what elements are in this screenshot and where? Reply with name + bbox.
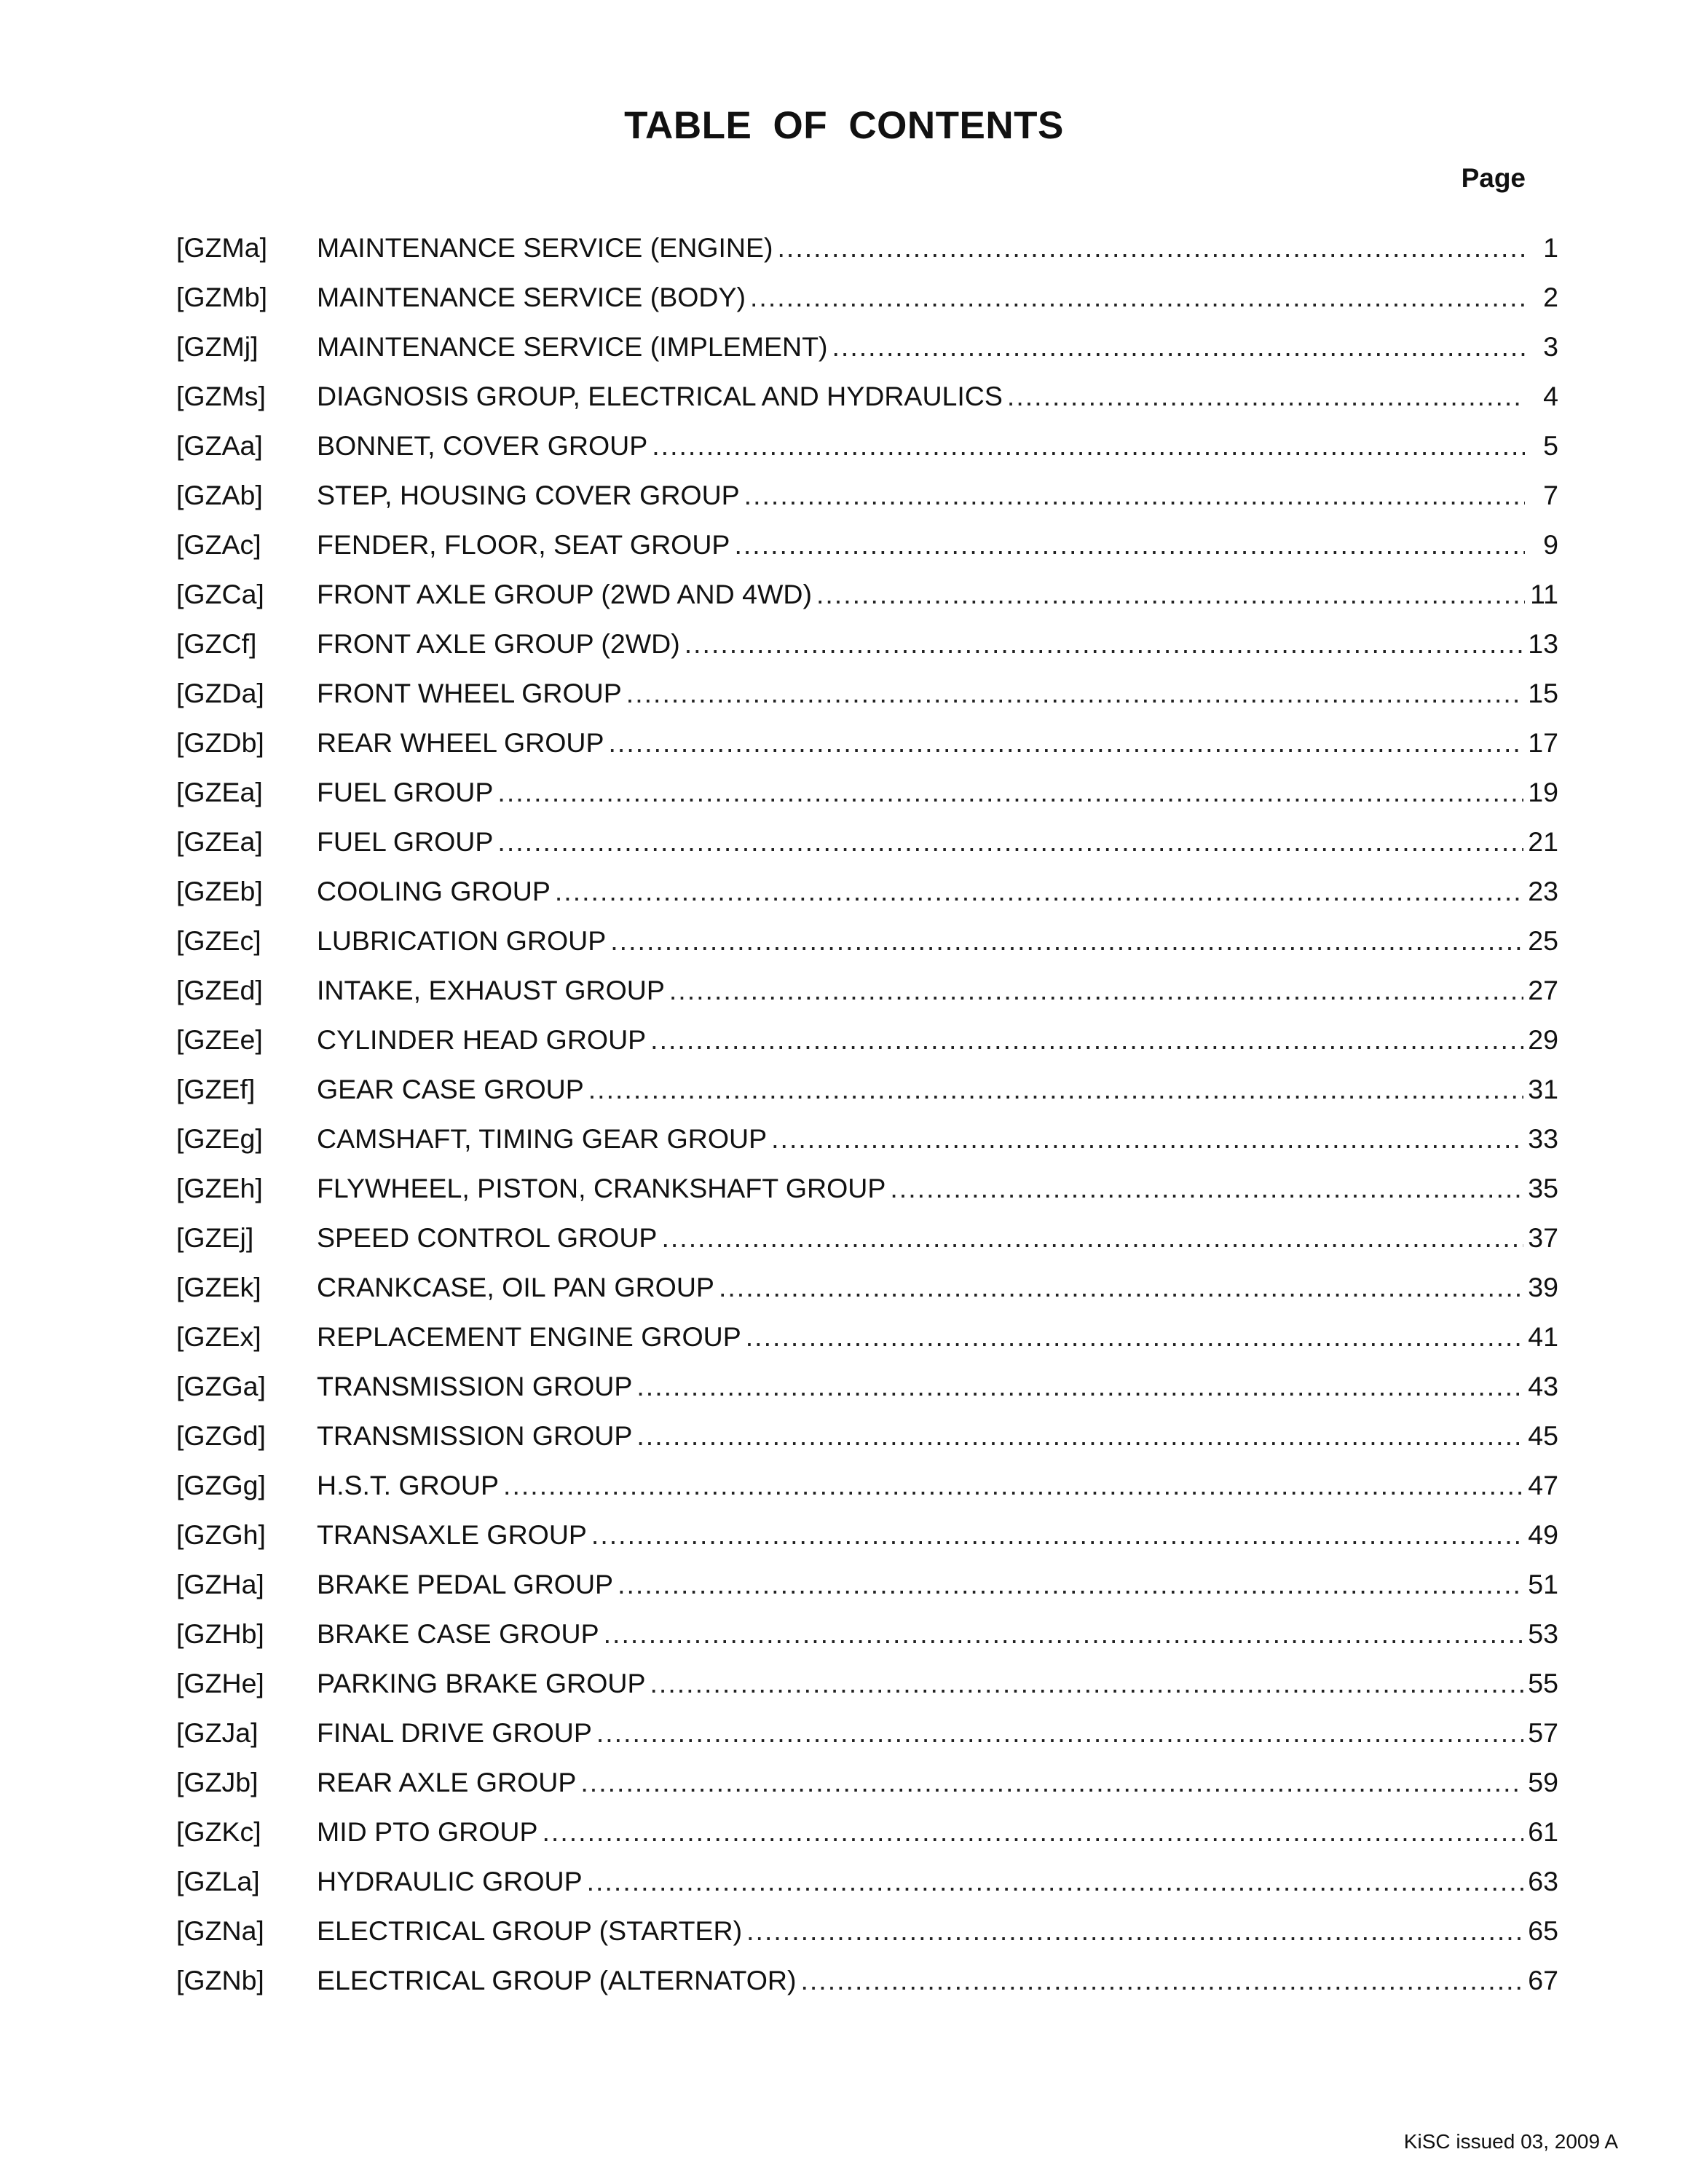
toc-entry-code: [GZGg] xyxy=(176,1469,266,1500)
toc-dot-leader xyxy=(669,975,1523,1006)
toc-dot-leader xyxy=(771,1123,1523,1155)
toc-entry[interactable] xyxy=(176,1609,1558,1658)
toc-entry-title: CRANKCASE, OIL PAN GROUP xyxy=(317,1271,714,1302)
toc-entry-title: FLYWHEEL, PISTON, CRANKSHAFT GROUP xyxy=(317,1172,886,1203)
toc-entry-page-number: 51 xyxy=(1528,1568,1558,1599)
toc-entry-code: [GZEj] xyxy=(176,1222,254,1253)
toc-entry-page-number: 1 xyxy=(1543,232,1558,263)
toc-entry-title: GEAR CASE GROUP xyxy=(317,1073,584,1104)
toc-entry-title: FUEL GROUP xyxy=(317,776,494,807)
toc-entry-page-number: 41 xyxy=(1528,1321,1558,1352)
toc-entry[interactable] xyxy=(176,1807,1558,1856)
toc-entry[interactable] xyxy=(176,1361,1558,1411)
toc-dot-leader xyxy=(503,1470,1523,1501)
toc-entry-title: REPLACEMENT ENGINE GROUP xyxy=(317,1321,741,1352)
toc-entry-page-number: 45 xyxy=(1528,1420,1558,1451)
toc-list xyxy=(176,223,1558,2005)
toc-dot-leader xyxy=(555,876,1523,907)
toc-entry-page-number: 37 xyxy=(1528,1222,1558,1253)
toc-entry-page-number: 43 xyxy=(1528,1370,1558,1401)
toc-entry-code: [GZEx] xyxy=(176,1321,261,1352)
toc-entry[interactable] xyxy=(176,1460,1558,1510)
toc-entry[interactable] xyxy=(176,1955,1558,2005)
toc-dot-leader xyxy=(618,1569,1523,1600)
toc-dot-leader xyxy=(587,1866,1524,1897)
toc-dot-leader xyxy=(750,282,1525,313)
toc-entry[interactable] xyxy=(176,1114,1558,1163)
toc-dot-leader xyxy=(1007,381,1525,412)
toc-dot-leader xyxy=(744,480,1525,511)
toc-dot-leader xyxy=(746,1915,1523,1947)
toc-entry[interactable] xyxy=(176,223,1558,272)
toc-entry-title: TRANSMISSION GROUP xyxy=(317,1420,633,1451)
toc-entry[interactable] xyxy=(176,718,1558,767)
toc-dot-leader xyxy=(610,925,1523,957)
toc-entry-code: [GZLa] xyxy=(176,1865,260,1896)
toc-entry-title: FRONT AXLE GROUP (2WD AND 4WD) xyxy=(317,578,812,609)
toc-entry-code: [GZAa] xyxy=(176,430,263,461)
toc-entry-title: MID PTO GROUP xyxy=(317,1816,538,1847)
toc-entry-page-number: 29 xyxy=(1528,1024,1558,1055)
toc-dot-leader xyxy=(719,1272,1523,1303)
toc-entry-code: [GZGd] xyxy=(176,1420,266,1451)
toc-dot-leader xyxy=(650,1024,1523,1056)
toc-entry-page-number: 17 xyxy=(1528,727,1558,758)
toc-entry-page-number: 57 xyxy=(1528,1717,1558,1748)
toc-dot-leader xyxy=(816,579,1525,610)
toc-entry-page-number: 11 xyxy=(1530,578,1558,609)
toc-entry-page-number: 59 xyxy=(1528,1766,1558,1797)
toc-entry-title: FRONT AXLE GROUP (2WD) xyxy=(317,628,680,659)
toc-dot-leader xyxy=(636,1420,1523,1452)
toc-entry[interactable] xyxy=(176,470,1558,520)
toc-entry-title: INTAKE, EXHAUST GROUP xyxy=(317,974,665,1005)
toc-entry-title: COOLING GROUP xyxy=(317,875,551,906)
toc-entry-title: MAINTENANCE SERVICE (ENGINE) xyxy=(317,232,773,263)
toc-entry-code: [GZEb] xyxy=(176,875,263,906)
toc-dot-leader xyxy=(604,1618,1524,1650)
toc-entry-page-number: 33 xyxy=(1528,1123,1558,1154)
toc-entry[interactable] xyxy=(176,421,1558,470)
footer-issue-note: KiSC issued 03, 2009 A xyxy=(1403,2130,1618,2153)
toc-entry-title: TRANSMISSION GROUP xyxy=(317,1370,633,1401)
toc-entry[interactable] xyxy=(176,1658,1558,1708)
toc-entry-page-number: 3 xyxy=(1543,331,1558,362)
toc-dot-leader xyxy=(609,727,1524,759)
toc-entry[interactable] xyxy=(176,1411,1558,1460)
toc-entry[interactable] xyxy=(176,1163,1558,1213)
toc-dot-leader xyxy=(661,1222,1523,1254)
toc-dot-leader xyxy=(543,1816,1524,1848)
toc-entry[interactable] xyxy=(176,668,1558,718)
toc-dot-leader xyxy=(734,529,1525,561)
toc-entry[interactable] xyxy=(176,866,1558,916)
toc-entry-code: [GZEd] xyxy=(176,974,263,1005)
toc-entry-title: LUBRICATION GROUP xyxy=(317,925,607,956)
toc-dot-leader xyxy=(497,777,1523,808)
toc-entry-title: FINAL DRIVE GROUP xyxy=(317,1717,592,1748)
toc-entry-title: MAINTENANCE SERVICE (IMPLEMENT) xyxy=(317,331,828,362)
toc-entry-page-number: 47 xyxy=(1528,1469,1558,1500)
toc-entry-title: DIAGNOSIS GROUP, ELECTRICAL AND HYDRAULICS xyxy=(317,380,1003,411)
toc-entry-code: [GZCf] xyxy=(176,628,257,659)
toc-dot-leader xyxy=(832,331,1525,363)
toc-entry-title: MAINTENANCE SERVICE (BODY) xyxy=(317,281,746,312)
toc-entry-code: [GZEk] xyxy=(176,1271,261,1302)
toc-entry-page-number: 15 xyxy=(1528,677,1558,708)
toc-entry-code: [GZCa] xyxy=(176,578,264,609)
toc-entry-code: [GZAb] xyxy=(176,479,263,510)
toc-dot-leader xyxy=(497,826,1523,858)
toc-entry-code: [GZKc] xyxy=(176,1816,261,1847)
toc-entry-code: [GZEa] xyxy=(176,826,263,857)
toc-entry[interactable] xyxy=(176,965,1558,1015)
toc-dot-leader xyxy=(652,430,1525,462)
toc-entry-page-number: 2 xyxy=(1543,281,1558,312)
toc-entry[interactable] xyxy=(176,520,1558,569)
toc-entry-title: FENDER, FLOOR, SEAT GROUP xyxy=(317,529,730,560)
toc-dot-leader xyxy=(777,232,1525,264)
toc-entry-code: [GZHe] xyxy=(176,1667,264,1698)
toc-entry-title: CYLINDER HEAD GROUP xyxy=(317,1024,647,1055)
toc-entry-code: [GZEa] xyxy=(176,776,263,807)
toc-entry-page-number: 23 xyxy=(1528,875,1558,906)
toc-entry-code: [GZMs] xyxy=(176,380,266,411)
toc-entry-title: HYDRAULIC GROUP xyxy=(317,1865,583,1896)
toc-entry-title: FUEL GROUP xyxy=(317,826,494,857)
toc-entry-code: [GZDa] xyxy=(176,677,264,708)
toc-entry-code: [GZGh] xyxy=(176,1519,266,1550)
toc-entry-page-number: 27 xyxy=(1528,974,1558,1005)
toc-entry[interactable] xyxy=(176,1757,1558,1807)
toc-entry-code: [GZEf] xyxy=(176,1073,256,1104)
toc-entry-title: REAR WHEEL GROUP xyxy=(317,727,604,758)
toc-entry-code: [GZDb] xyxy=(176,727,264,758)
toc-entry-code: [GZHb] xyxy=(176,1618,264,1649)
page-column-header: Page xyxy=(1461,163,1526,193)
toc-entry[interactable] xyxy=(176,1856,1558,1906)
toc-dot-leader xyxy=(685,628,1524,660)
toc-entry[interactable] xyxy=(176,767,1558,817)
toc-dot-leader xyxy=(591,1519,1523,1551)
toc-entry-title: SPEED CONTROL GROUP xyxy=(317,1222,658,1253)
toc-entry-title: H.S.T. GROUP xyxy=(317,1469,500,1500)
toc-entry-code: [GZJb] xyxy=(176,1766,259,1797)
toc-entry[interactable] xyxy=(176,817,1558,866)
toc-entry-page-number: 31 xyxy=(1528,1073,1558,1104)
toc-entry-title: ELECTRICAL GROUP (STARTER) xyxy=(317,1915,743,1946)
toc-dot-leader xyxy=(800,1965,1523,1996)
toc-entry-code: [GZEh] xyxy=(176,1172,263,1203)
toc-dot-leader xyxy=(626,678,1524,709)
toc-entry[interactable] xyxy=(176,322,1558,371)
toc-entry-page-number: 49 xyxy=(1528,1519,1558,1550)
toc-dot-leader xyxy=(746,1321,1524,1353)
toc-entry-code: [GZGa] xyxy=(176,1370,266,1401)
toc-entry[interactable] xyxy=(176,1906,1558,1955)
toc-entry-code: [GZMj] xyxy=(176,331,259,362)
toc-entry-code: [GZNa] xyxy=(176,1915,264,1946)
toc-entry-page-number: 65 xyxy=(1528,1915,1558,1946)
toc-entry-code: [GZMb] xyxy=(176,281,268,312)
toc-entry-page-number: 9 xyxy=(1543,529,1558,560)
toc-entry-page-number: 4 xyxy=(1543,380,1558,411)
toc-entry[interactable] xyxy=(176,1064,1558,1114)
toc-entry[interactable] xyxy=(176,1510,1558,1559)
toc-entry[interactable] xyxy=(176,619,1558,668)
toc-dot-leader xyxy=(890,1173,1523,1204)
toc-entry-page-number: 7 xyxy=(1543,479,1558,510)
toc-entry-page-number: 13 xyxy=(1528,628,1558,659)
toc-entry-code: [GZMa] xyxy=(176,232,268,263)
toc-entry-title: ELECTRICAL GROUP (ALTERNATOR) xyxy=(317,1964,797,1995)
toc-entry[interactable] xyxy=(176,371,1558,421)
toc-entry-code: [GZJa] xyxy=(176,1717,259,1748)
toc-dot-leader xyxy=(650,1668,1523,1699)
toc-entry-title: TRANSAXLE GROUP xyxy=(317,1519,587,1550)
toc-entry-title: REAR AXLE GROUP xyxy=(317,1766,577,1797)
toc-entry-title: BONNET, COVER GROUP xyxy=(317,430,648,461)
toc-entry[interactable] xyxy=(176,272,1558,322)
toc-entry[interactable] xyxy=(176,1213,1558,1262)
page-title: TABLE OF CONTENTS xyxy=(624,104,1064,147)
toc-entry-page-number: 55 xyxy=(1528,1667,1558,1698)
toc-entry-page-number: 63 xyxy=(1528,1865,1558,1896)
toc-entry-code: [GZAc] xyxy=(176,529,261,560)
toc-entry[interactable] xyxy=(176,1312,1558,1361)
toc-entry[interactable] xyxy=(176,1708,1558,1757)
toc-entry[interactable] xyxy=(176,916,1558,965)
toc-entry-code: [GZHa] xyxy=(176,1568,264,1599)
toc-entry[interactable] xyxy=(176,569,1558,619)
toc-entry-code: [GZEc] xyxy=(176,925,261,956)
toc-dot-leader xyxy=(588,1074,1524,1105)
toc-entry[interactable] xyxy=(176,1262,1558,1312)
toc-entry-title: FRONT WHEEL GROUP xyxy=(317,677,622,708)
toc-entry-code: [GZNb] xyxy=(176,1964,264,1995)
toc-entry[interactable] xyxy=(176,1559,1558,1609)
toc-entry-title: BRAKE CASE GROUP xyxy=(317,1618,599,1649)
toc-entry-code: [GZEe] xyxy=(176,1024,263,1055)
toc-entry-page-number: 5 xyxy=(1543,430,1558,461)
toc-dot-leader xyxy=(596,1717,1523,1749)
toc-entry-page-number: 19 xyxy=(1528,776,1558,807)
toc-entry-title: CAMSHAFT, TIMING GEAR GROUP xyxy=(317,1123,768,1154)
toc-entry-page-number: 35 xyxy=(1528,1172,1558,1203)
toc-entry-title: STEP, HOUSING COVER GROUP xyxy=(317,479,740,510)
toc-entry-page-number: 53 xyxy=(1528,1618,1558,1649)
toc-entry-page-number: 67 xyxy=(1528,1964,1558,1995)
toc-dot-leader xyxy=(636,1371,1523,1402)
toc-entry-title: BRAKE PEDAL GROUP xyxy=(317,1568,614,1599)
toc-entry-title: PARKING BRAKE GROUP xyxy=(317,1667,646,1698)
toc-entry-code: [GZEg] xyxy=(176,1123,263,1154)
toc-entry-page-number: 25 xyxy=(1528,925,1558,956)
toc-dot-leader xyxy=(580,1767,1523,1798)
toc-entry-page-number: 61 xyxy=(1528,1816,1558,1847)
toc-entry-page-number: 21 xyxy=(1528,826,1558,857)
toc-entry-page-number: 39 xyxy=(1528,1271,1558,1302)
toc-entry[interactable] xyxy=(176,1015,1558,1064)
